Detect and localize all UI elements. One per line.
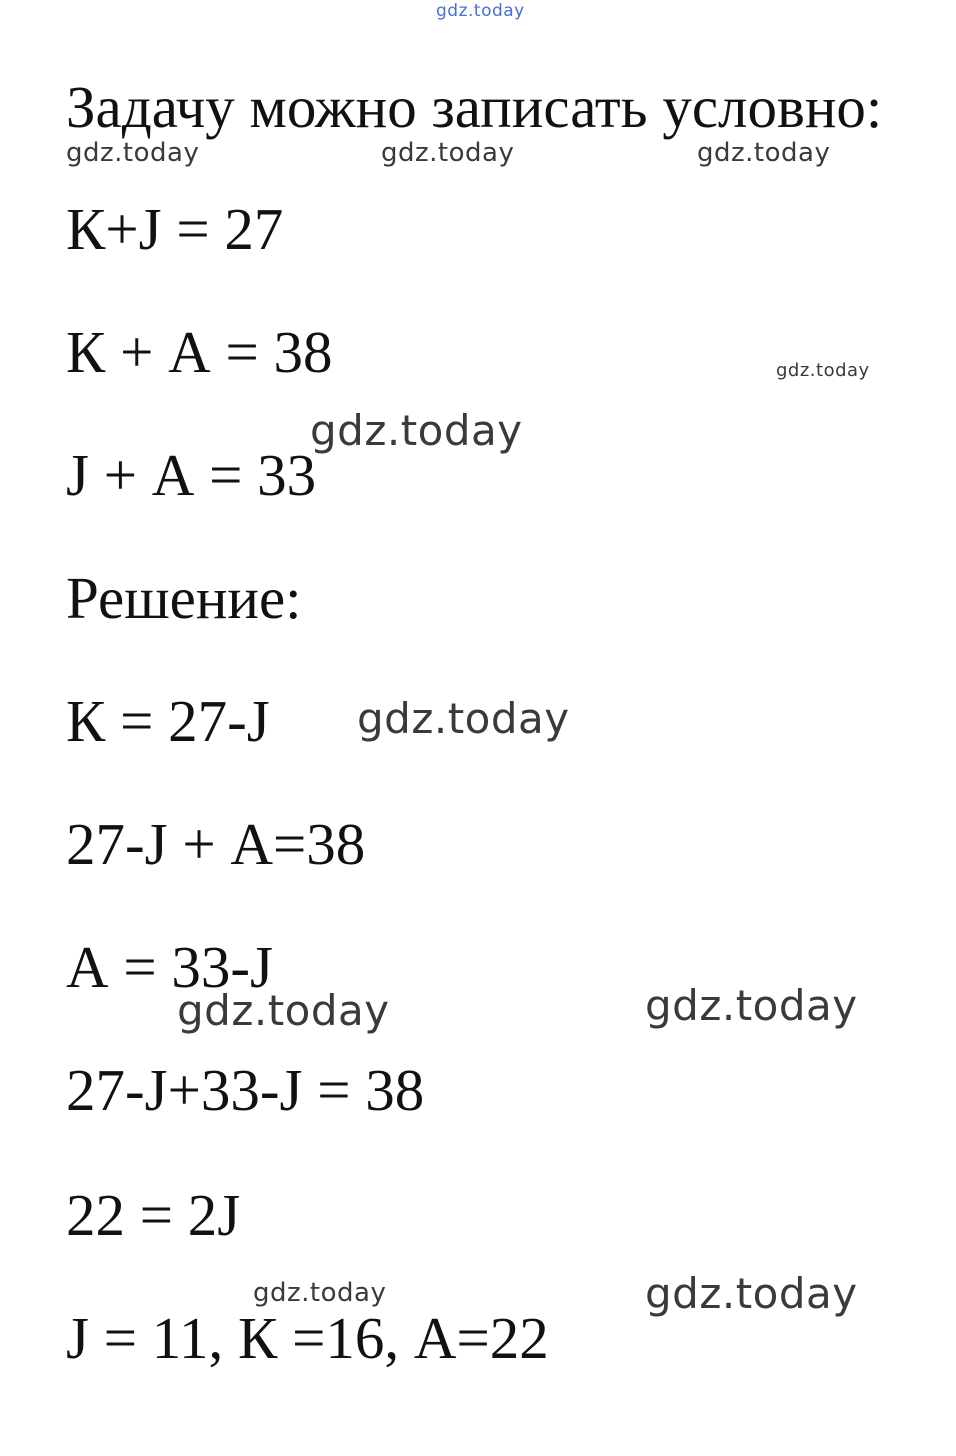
solution-step-2: 27-J + А=38 bbox=[66, 811, 366, 877]
equation-1: К+J = 27 bbox=[66, 196, 284, 262]
equation-2: К + А = 38 bbox=[66, 319, 333, 385]
final-answer: J = 11, К =16, А=22 bbox=[66, 1305, 549, 1371]
watermark: gdz.today bbox=[310, 406, 523, 455]
watermark: gdz.today bbox=[776, 360, 870, 381]
watermark: gdz.today bbox=[645, 1269, 858, 1318]
watermark: gdz.today bbox=[66, 138, 200, 168]
watermark: gdz.today bbox=[436, 1, 525, 21]
equation-3: J + А = 33 bbox=[66, 442, 317, 508]
solution-step-5: 22 = 2J bbox=[66, 1182, 241, 1248]
solution-label: Решение: bbox=[66, 565, 302, 631]
solution-step-3: А = 33-J bbox=[66, 934, 273, 1000]
watermark: gdz.today bbox=[381, 138, 515, 168]
watermark: gdz.today bbox=[357, 694, 570, 743]
watermark: gdz.today bbox=[697, 138, 831, 168]
solution-step-4: 27-J+33-J = 38 bbox=[66, 1057, 425, 1123]
watermark: gdz.today bbox=[177, 986, 390, 1035]
watermark: gdz.today bbox=[253, 1278, 387, 1308]
heading: Задачу можно записать условно: bbox=[66, 74, 883, 140]
watermark: gdz.today bbox=[645, 981, 858, 1030]
solution-step-1: К = 27-J bbox=[66, 688, 270, 754]
